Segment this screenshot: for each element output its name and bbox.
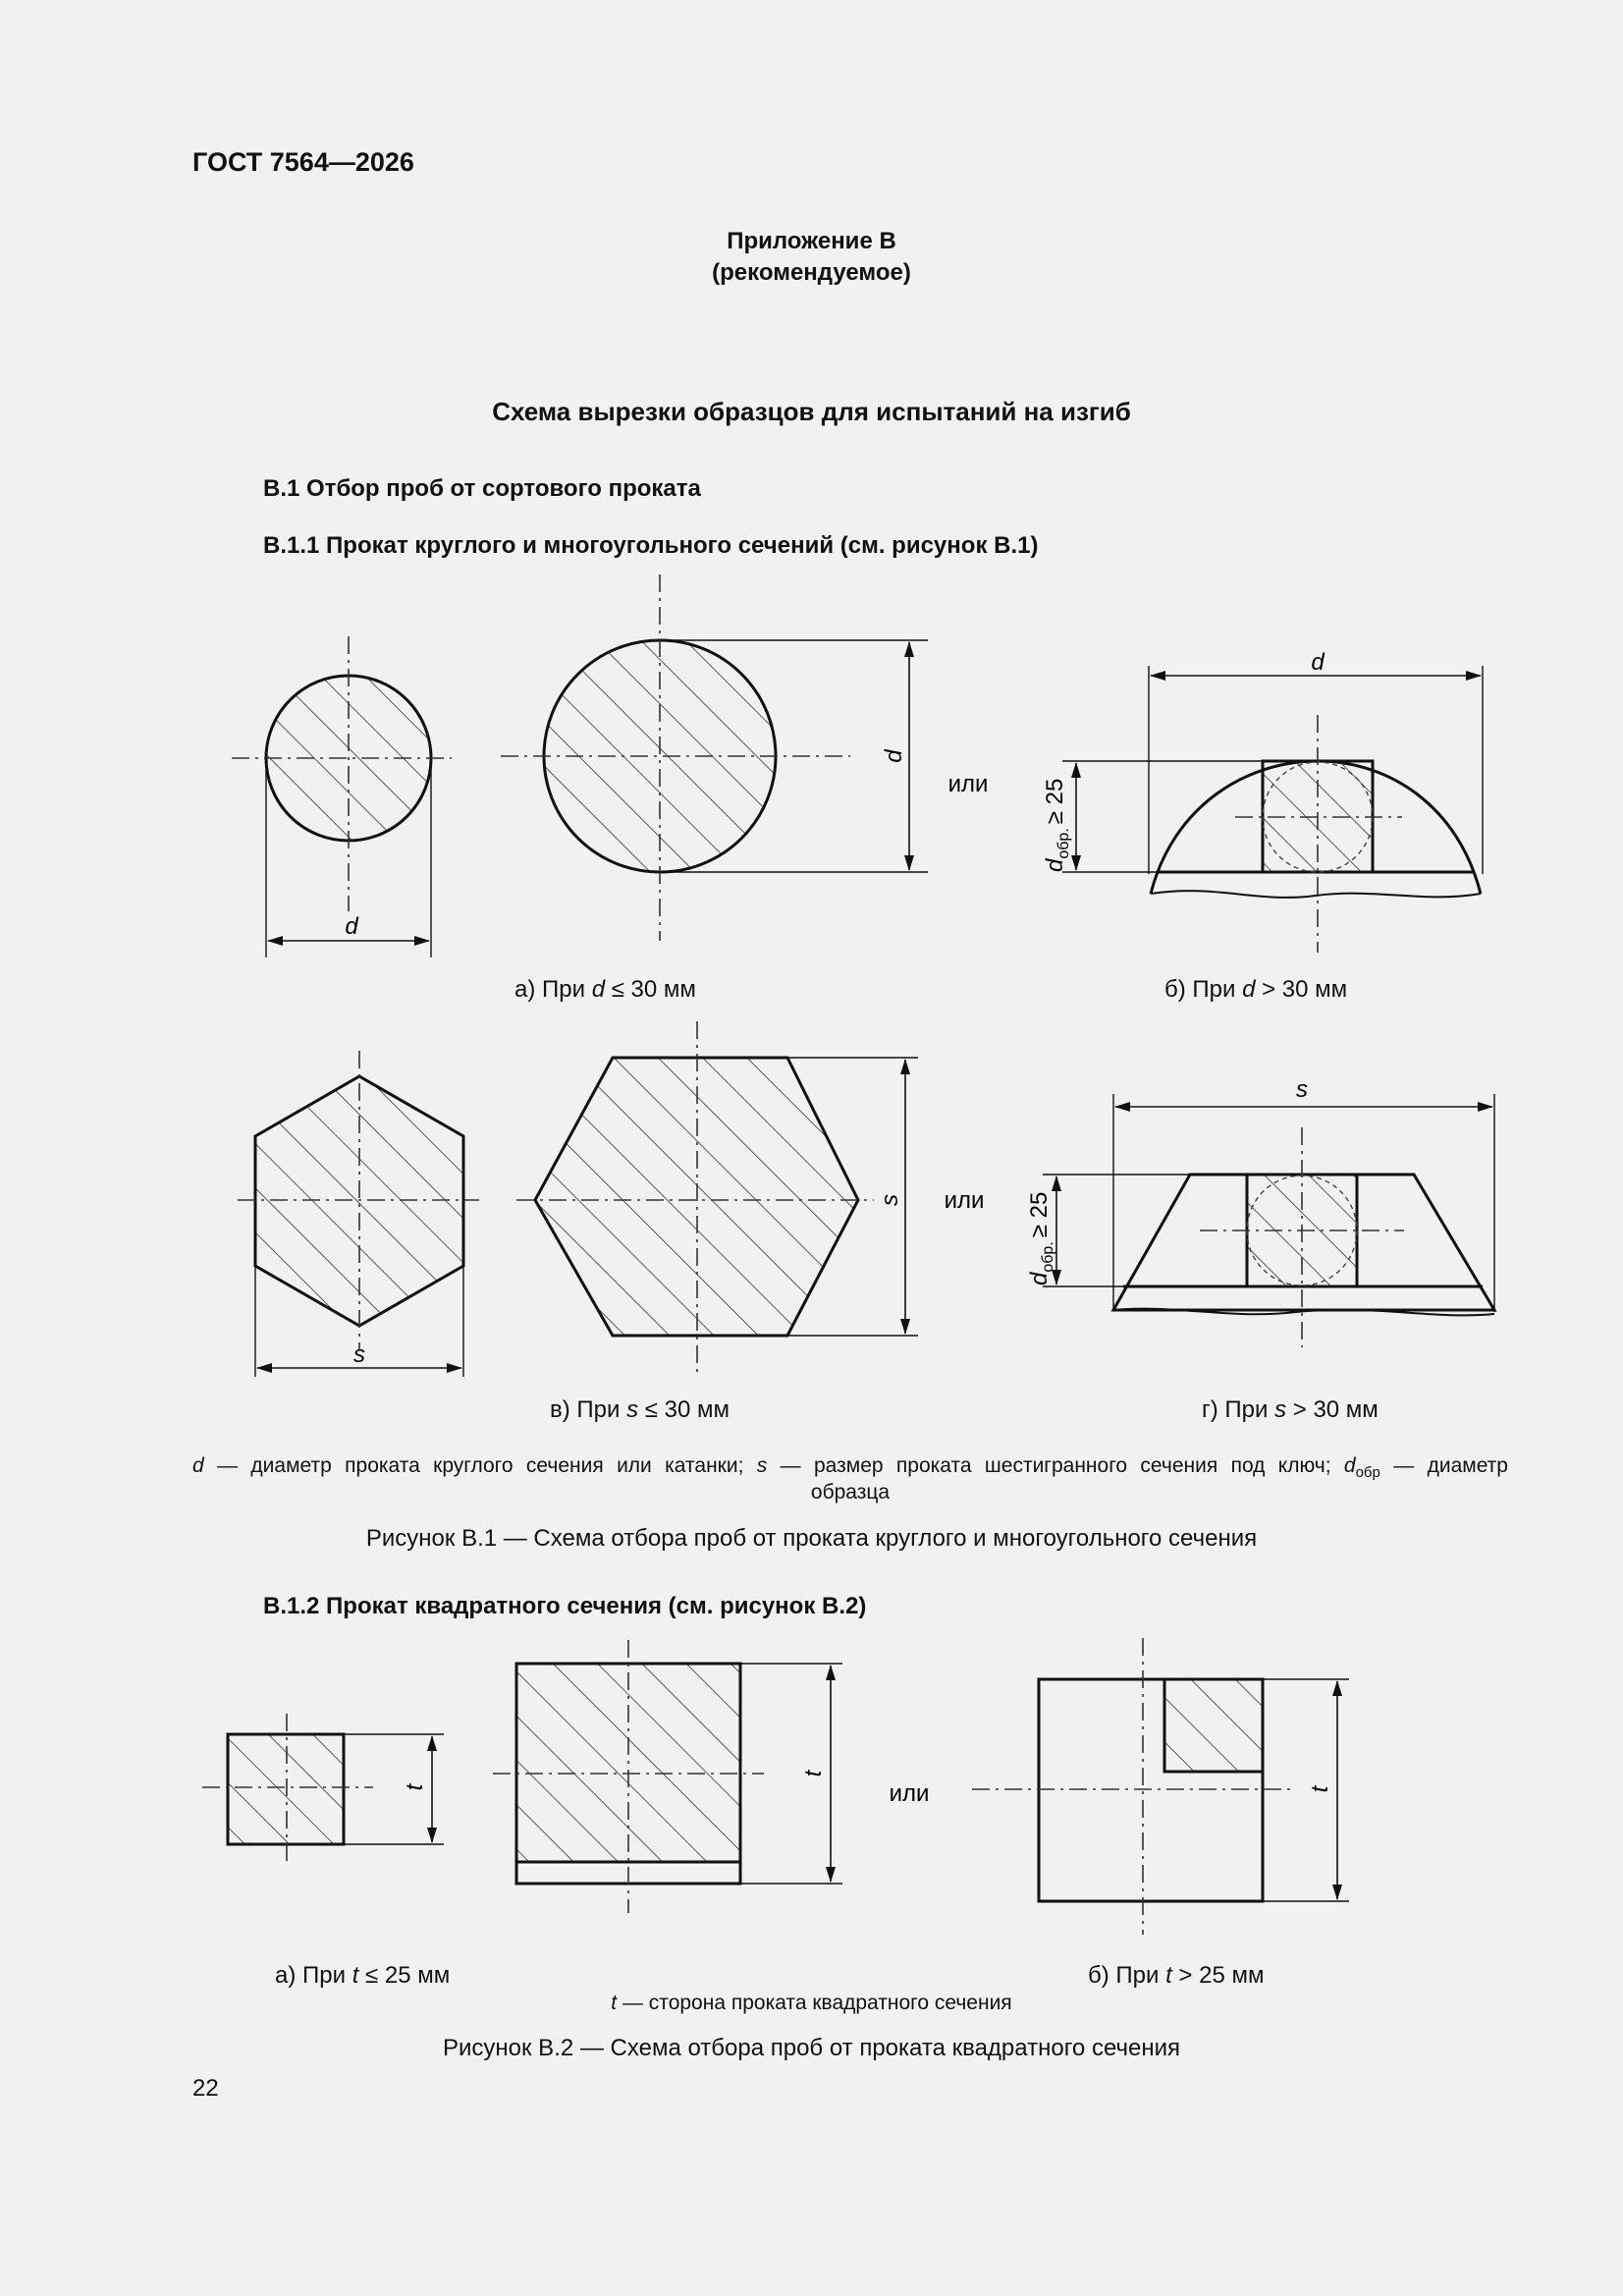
caption-g: г) При s > 30 мм bbox=[1202, 1396, 1379, 1423]
dim-label-dobr-1 bbox=[1042, 779, 1072, 872]
section-b11-heading: В.1.1 Прокат круглого и многоугольного сечений (см. рисунок В.1) bbox=[263, 532, 1039, 559]
dim-label-t-small: t bbox=[402, 1783, 428, 1791]
dim-label-s-large: s bbox=[877, 1194, 903, 1206]
page-number: 22 bbox=[192, 2075, 219, 2102]
large-hexagon-section bbox=[516, 1021, 918, 1375]
fig2-caption: Рисунок В.2 — Схема отбора проб от проката квадратного сечения bbox=[443, 2035, 1180, 2061]
caption-b: б) При d > 30 мм bbox=[1164, 976, 1348, 1003]
fig1-caption: Рисунок В.1 — Схема отбора проб от проката круглого и многоугольного сечения bbox=[365, 1525, 1258, 1552]
dim-label-d-small: d bbox=[345, 913, 358, 940]
caption-a: а) При d ≤ 30 мм bbox=[514, 976, 696, 1003]
or-label-2: или bbox=[944, 1187, 985, 1214]
caption-2a: а) При t ≤ 25 мм bbox=[275, 1962, 451, 1989]
caption-2b: б) При t > 25 мм bbox=[1088, 1962, 1265, 1989]
document-id: ГОСТ 7564—2026 bbox=[192, 147, 414, 177]
section-b12-heading: В.1.2 Прокат квадратного сечения (см. рисунок В.2) bbox=[263, 1593, 867, 1619]
fig2-legend: t — сторона проката квадратного сечения bbox=[611, 1992, 1012, 2014]
main-title: Схема вырезки образцов для испытаний на изгиб bbox=[492, 397, 1131, 426]
svg-text:dобр.≥ 25: $d_{обр.}\ge 25$ bbox=[1026, 1191, 1056, 1285]
fig1-legend: d — диаметр проката круглого сечения или катанки; s — размер проката шестигранного сечения под ключ; $d_{обр}$ — диаметр bbox=[192, 1454, 1508, 1482]
fig1-legend-line2: образца bbox=[810, 1481, 891, 1503]
or-label-3: или bbox=[889, 1780, 930, 1807]
large-square-section bbox=[493, 1640, 842, 1913]
or-label-1: или bbox=[947, 771, 989, 797]
appendix-title: Приложение В bbox=[727, 228, 896, 254]
large-circle-section bbox=[501, 574, 928, 941]
dim-label-t-large: t bbox=[800, 1770, 827, 1777]
dim-label-t-corner: t bbox=[1307, 1785, 1333, 1793]
dim-label-s-segment: s bbox=[1296, 1076, 1308, 1103]
small-circle-section bbox=[232, 636, 452, 957]
svg-text:dобр.≥ 25: $d_{обр.}\ge 25$ bbox=[1042, 778, 1072, 872]
caption-v: в) При s ≤ 30 мм bbox=[550, 1396, 730, 1423]
circle-segment-sample bbox=[1062, 666, 1483, 953]
appendix-type: (рекомендуемое) bbox=[712, 259, 911, 286]
dim-label-dobr-2 bbox=[1026, 1192, 1056, 1285]
square-corner-sample bbox=[972, 1638, 1349, 1935]
section-b1-heading: В.1 Отбор проб от сортового проката bbox=[263, 475, 701, 502]
dim-label-d-segment: d bbox=[1311, 649, 1325, 676]
dim-label-d-large: d bbox=[881, 749, 907, 763]
dim-label-s-small: s bbox=[353, 1341, 365, 1368]
small-hexagon-section bbox=[238, 1051, 479, 1377]
hexagon-segment-sample bbox=[1043, 1094, 1494, 1347]
